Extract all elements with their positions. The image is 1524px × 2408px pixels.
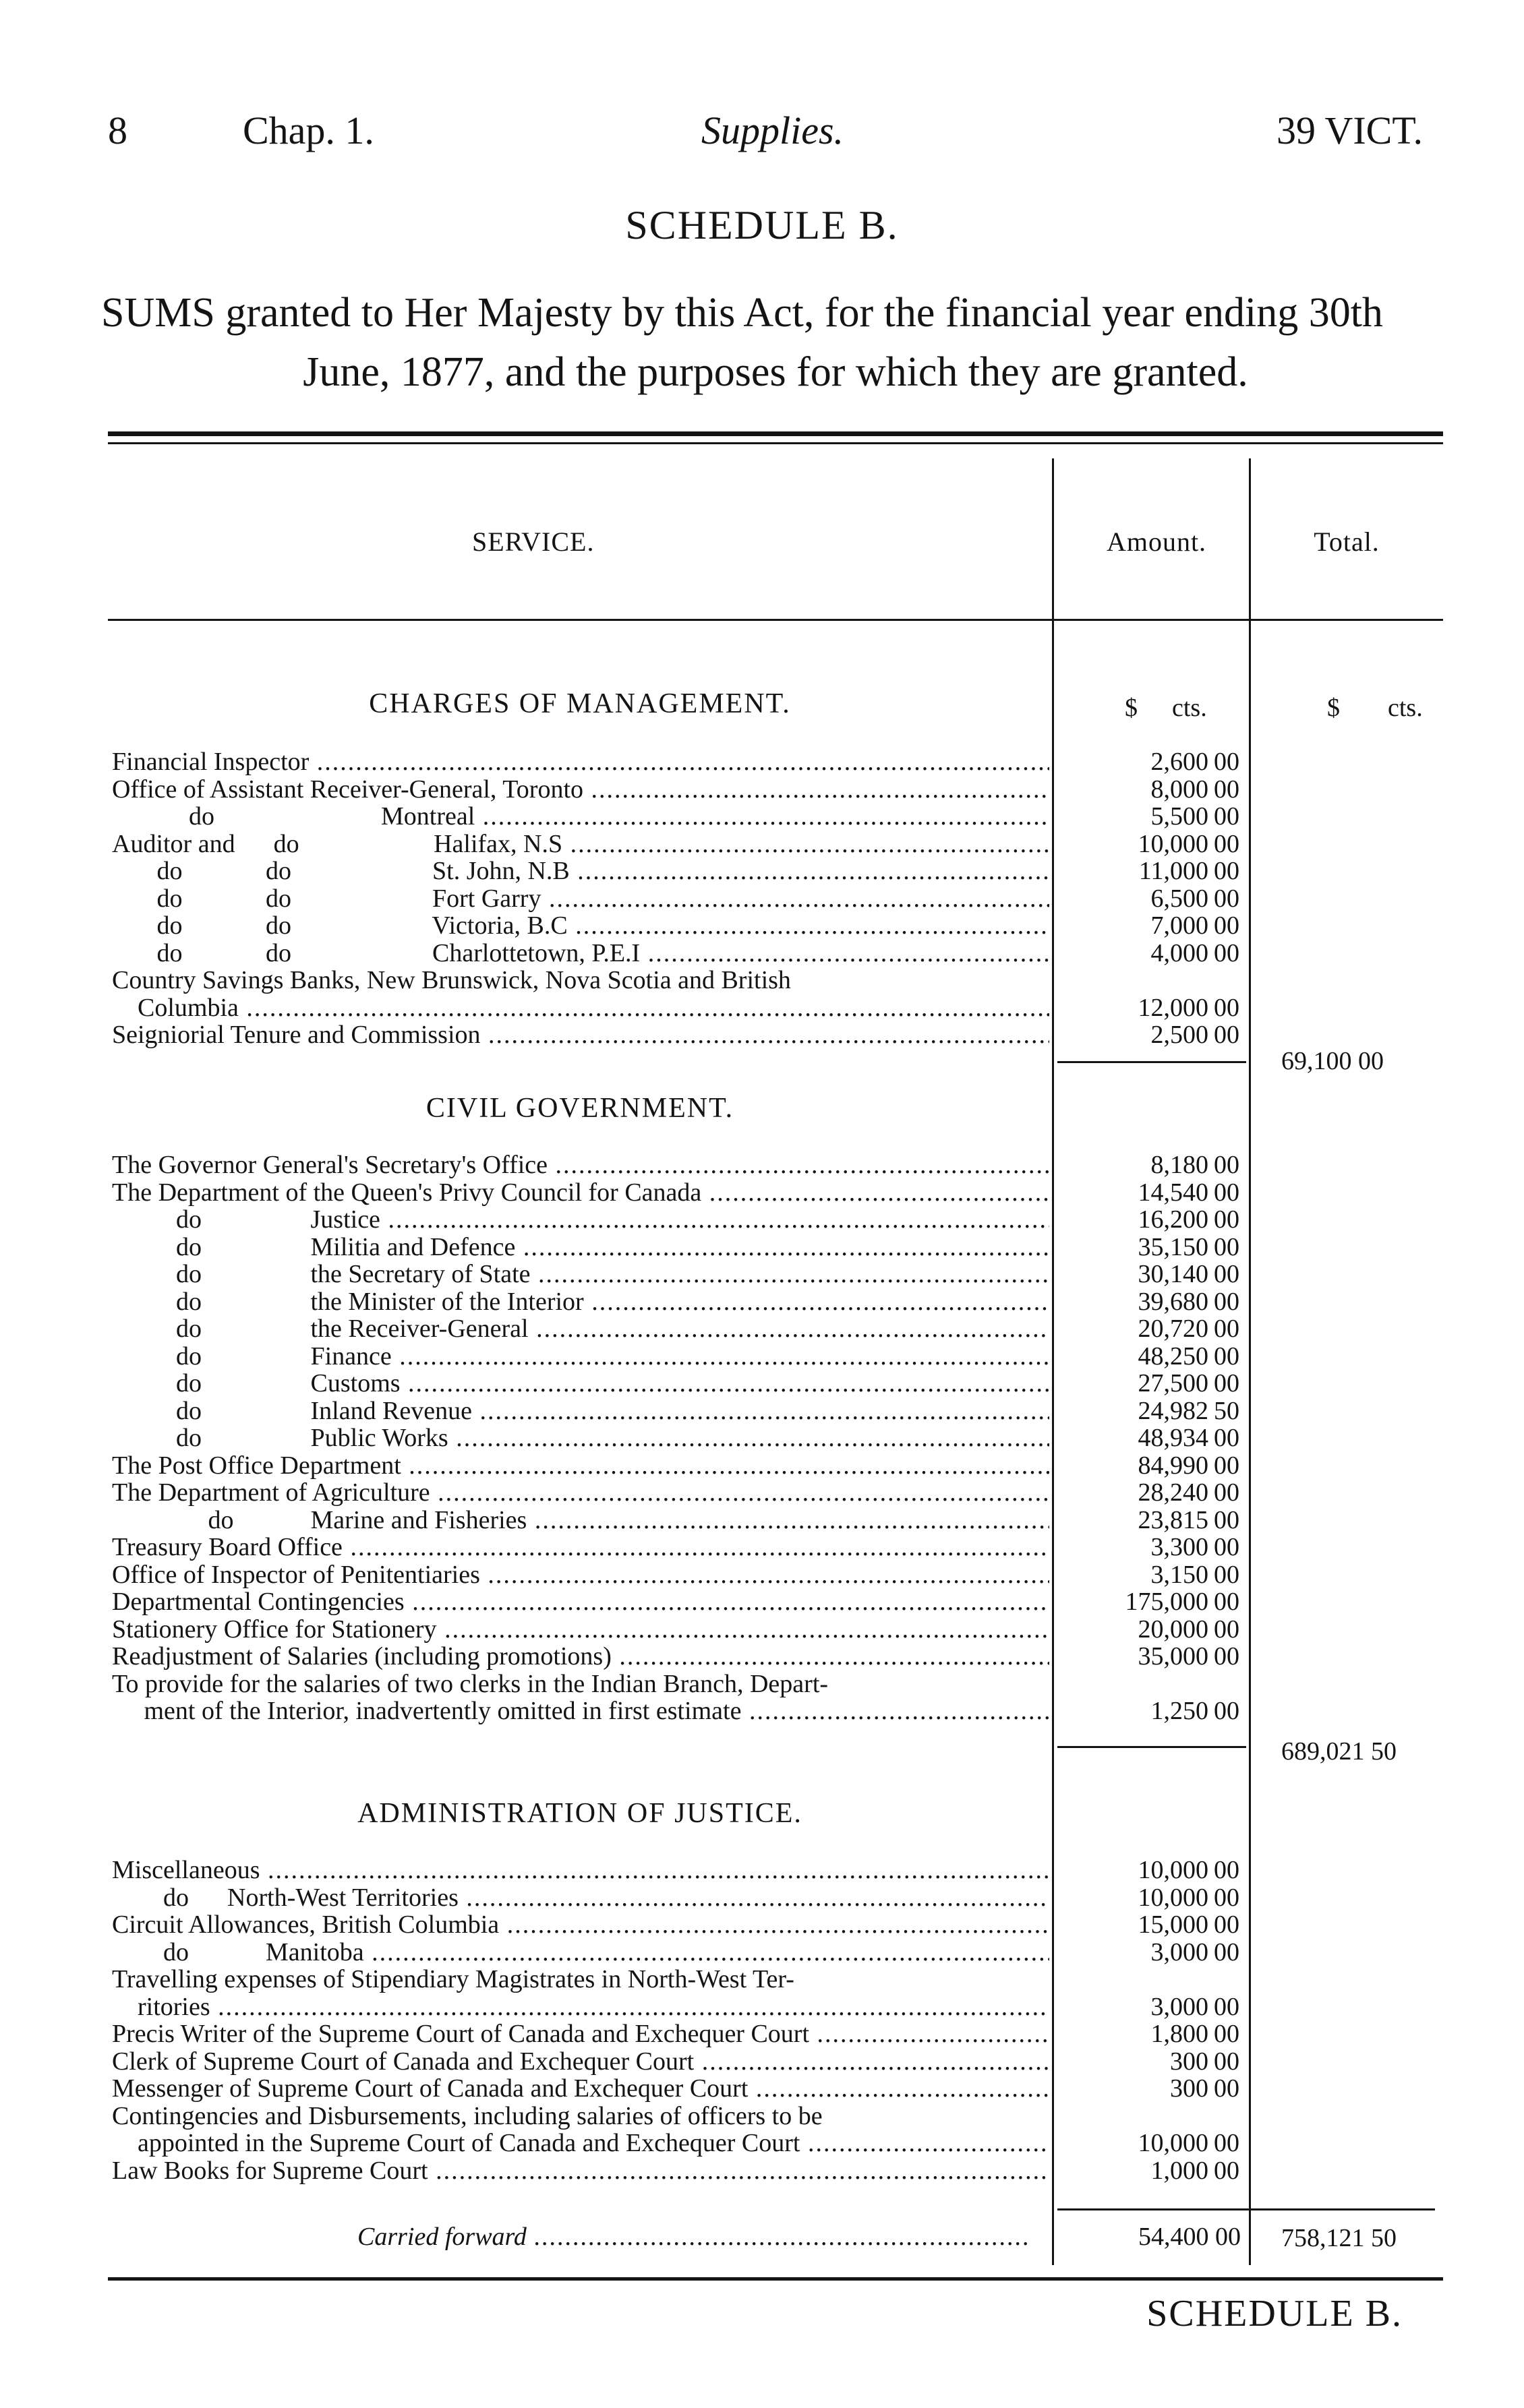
row-amount-cents: 00 bbox=[1214, 1021, 1239, 1049]
row-amount-cents: 00 bbox=[1214, 1232, 1239, 1261]
row-description: Office of Inspector of Penitentiaries ..... bbox=[112, 1561, 1049, 1588]
row-description: The Post Office Department ..... bbox=[112, 1452, 1049, 1479]
table-row bbox=[108, 1561, 1443, 1588]
row-description: do do Fort Garry ..... bbox=[112, 885, 1049, 912]
table-row bbox=[108, 2103, 1443, 2130]
row-description: Contingencies and Disbursements, including salaries of officers to be bbox=[112, 2102, 823, 2130]
row-description: Readjustment of Salaries (including promotions) ..... bbox=[112, 1643, 1049, 1670]
column-header-amount: Amount. bbox=[1106, 526, 1207, 557]
section-total-management: 69,100 00 bbox=[1281, 1047, 1384, 1075]
table-row bbox=[108, 994, 1443, 1021]
row-amount-dollars: 3,300 bbox=[1150, 1533, 1208, 1561]
row-amount-dollars: 175,000 bbox=[1125, 1588, 1208, 1616]
table-row bbox=[108, 1588, 1443, 1615]
row-description: Auditor and do Halifax, N.S ..... bbox=[112, 831, 1049, 857]
row-amount-cents: 00 bbox=[1214, 748, 1239, 776]
total-cents-label: cts. bbox=[1388, 694, 1423, 722]
carried-forward-rule bbox=[1057, 2208, 1435, 2210]
row-amount-cents: 00 bbox=[1214, 1287, 1239, 1316]
amount-dollar-sign: $ bbox=[1125, 694, 1138, 722]
row-description: Precis Writer of the Supreme Court of Canada and Exchequer Court ..... bbox=[112, 2020, 1049, 2047]
row-amount-cents: 00 bbox=[1214, 1451, 1239, 1480]
table-top-rule-thin bbox=[108, 442, 1443, 444]
row-amount-dollars: 2,600 bbox=[1150, 748, 1208, 776]
table-row bbox=[108, 1343, 1443, 1370]
row-amount-dollars: 20,000 bbox=[1138, 1615, 1208, 1644]
row-amount-cents: 00 bbox=[1214, 1588, 1239, 1616]
table-row bbox=[108, 1911, 1443, 1938]
row-description: do the Secretary of State ..... bbox=[112, 1261, 1049, 1288]
table-row bbox=[108, 748, 1443, 775]
row-amount-dollars: 10,000 bbox=[1138, 1856, 1208, 1884]
row-description: Office of Assistant Receiver-General, Toronto ..... bbox=[112, 776, 1049, 803]
row-amount-cents: 00 bbox=[1214, 1205, 1239, 1234]
carried-forward-row bbox=[108, 2223, 1443, 2250]
row-description: Travelling expenses of Stipendiary Magistrates in North-West Ter- bbox=[112, 1966, 794, 1993]
table-row bbox=[108, 1021, 1443, 1048]
row-amount-cents: 00 bbox=[1214, 1533, 1239, 1561]
row-description: Financial Inspector ..... bbox=[112, 748, 1049, 775]
table-row bbox=[108, 1939, 1443, 1966]
row-amount-cents: 00 bbox=[1214, 884, 1239, 913]
row-description: ritories ..... bbox=[112, 1993, 1049, 2020]
row-amount-cents: 00 bbox=[1214, 2156, 1239, 2185]
row-description: do Justice ..... bbox=[112, 1206, 1049, 1233]
table-row bbox=[108, 1288, 1443, 1315]
row-description: Law Books for Supreme Court ..... bbox=[112, 2157, 1049, 2184]
table-row bbox=[108, 1993, 1443, 2020]
row-amount-dollars: 16,200 bbox=[1138, 1205, 1208, 1234]
row-description: Circuit Allowances, British Columbia ..... bbox=[112, 1911, 1049, 1938]
page-foot-rule bbox=[108, 2277, 1443, 2281]
row-description: The Department of Agriculture ..... bbox=[112, 1479, 1049, 1506]
section-total-civil: 689,021 50 bbox=[1281, 1737, 1397, 1766]
row-amount-cents: 00 bbox=[1214, 802, 1239, 831]
carried-forward-total: 758,121 50 bbox=[1281, 2224, 1397, 2252]
row-amount-dollars: 48,934 bbox=[1138, 1424, 1208, 1452]
row-amount-dollars: 23,815 bbox=[1138, 1505, 1208, 1534]
amount-cents-label: cts. bbox=[1172, 694, 1207, 722]
row-amount-dollars: 3,150 bbox=[1150, 1560, 1208, 1589]
row-amount-dollars: 6,500 bbox=[1150, 884, 1208, 913]
table-row bbox=[108, 2157, 1443, 2184]
table-row bbox=[108, 1261, 1443, 1288]
row-description: do the Receiver-General ..... bbox=[112, 1315, 1049, 1342]
row-amount-cents: 00 bbox=[1214, 1369, 1239, 1397]
row-description: Seigniorial Tenure and Commission ..... bbox=[112, 1021, 1049, 1048]
table-row bbox=[108, 1424, 1443, 1451]
table-row bbox=[108, 776, 1443, 803]
table-row bbox=[108, 1315, 1443, 1342]
row-amount-cents: 00 bbox=[1214, 829, 1239, 858]
row-amount-dollars: 7,000 bbox=[1150, 911, 1208, 940]
row-description: appointed in the Supreme Court of Canada and Exchequer Court ..... bbox=[112, 2130, 1049, 2157]
table-row bbox=[108, 1397, 1443, 1424]
row-description: do Finance ..... bbox=[112, 1343, 1049, 1370]
row-description: Treasury Board Office ..... bbox=[112, 1534, 1049, 1561]
row-description: ment of the Interior, inadvertently omitted in first estimate ..... bbox=[112, 1697, 1049, 1724]
row-amount-dollars: 300 bbox=[1170, 2047, 1208, 2076]
row-amount-cents: 00 bbox=[1214, 2074, 1239, 2103]
row-description: do Militia and Defence ..... bbox=[112, 1234, 1049, 1261]
row-amount-cents: 00 bbox=[1214, 1478, 1239, 1507]
row-description: The Department of the Queen's Privy Council for Canada ..... bbox=[112, 1179, 1049, 1206]
row-amount-cents: 00 bbox=[1214, 1697, 1239, 1725]
row-amount-dollars: 10,000 bbox=[1138, 2129, 1208, 2157]
row-amount-cents: 00 bbox=[1214, 2047, 1239, 2076]
session-label: 39 VICT. bbox=[1277, 109, 1423, 152]
table-row bbox=[108, 885, 1443, 912]
table-row bbox=[108, 1857, 1443, 1884]
table-row bbox=[108, 857, 1443, 884]
table-row bbox=[108, 1370, 1443, 1397]
row-amount-dollars: 1,250 bbox=[1150, 1697, 1208, 1725]
table-row bbox=[108, 1151, 1443, 1178]
row-amount-dollars: 35,150 bbox=[1138, 1232, 1208, 1261]
schedule-intro bbox=[101, 283, 1450, 402]
table-row bbox=[108, 831, 1443, 857]
row-description: Messenger of Supreme Court of Canada and Exchequer Court ..... bbox=[112, 2075, 1049, 2102]
table-row bbox=[108, 803, 1443, 830]
total-dollar-sign: $ bbox=[1327, 694, 1340, 722]
row-amount-dollars: 3,000 bbox=[1150, 1937, 1208, 1966]
row-amount-cents: 00 bbox=[1214, 2129, 1239, 2157]
subtotal-rule-civil bbox=[1057, 1746, 1246, 1748]
table-row bbox=[108, 912, 1443, 939]
row-amount-cents: 00 bbox=[1214, 1151, 1239, 1179]
catchword: SCHEDULE B. bbox=[1146, 2293, 1403, 2335]
table-row bbox=[108, 1534, 1443, 1561]
row-amount-cents: 00 bbox=[1214, 1992, 1239, 2021]
row-description: do do St. John, N.B ..... bbox=[112, 857, 1049, 884]
row-description: do do Victoria, B.C ..... bbox=[112, 912, 1049, 939]
row-amount-dollars: 84,990 bbox=[1138, 1451, 1208, 1480]
row-amount-dollars: 15,000 bbox=[1138, 1910, 1208, 1939]
row-amount-dollars: 300 bbox=[1170, 2074, 1208, 2103]
table-row bbox=[108, 1479, 1443, 1506]
row-amount-dollars: 27,500 bbox=[1138, 1369, 1208, 1397]
row-description: Stationery Office for Stationery ..... bbox=[112, 1616, 1049, 1643]
row-description: The Governor General's Secretary's Office ..... bbox=[112, 1151, 1049, 1178]
row-description: do Inland Revenue ..... bbox=[112, 1397, 1049, 1424]
row-amount-dollars: 2,500 bbox=[1150, 1021, 1208, 1049]
carried-forward-label: Carried forward ..... bbox=[357, 2223, 1032, 2250]
row-description: Clerk of Supreme Court of Canada and Exchequer Court ..... bbox=[112, 2048, 1049, 2075]
row-amount-cents: 00 bbox=[1214, 1937, 1239, 1966]
row-amount-cents: 00 bbox=[1214, 1883, 1239, 1912]
row-amount-cents: 00 bbox=[1214, 1505, 1239, 1534]
table-row bbox=[108, 1697, 1443, 1724]
table-row bbox=[108, 1670, 1443, 1697]
table-top-rule bbox=[108, 431, 1443, 436]
row-amount-dollars: 1,800 bbox=[1150, 2020, 1208, 2048]
chapter-label: Chap. 1. bbox=[243, 109, 374, 152]
table-header-rule bbox=[108, 619, 1443, 621]
row-description: do Marine and Fisheries ..... bbox=[112, 1507, 1049, 1534]
row-amount-cents: 00 bbox=[1214, 911, 1239, 940]
row-amount-cents: 00 bbox=[1214, 1178, 1239, 1207]
row-amount-dollars: 12,000 bbox=[1138, 993, 1208, 1022]
table-row bbox=[108, 1507, 1443, 1534]
row-description: do Public Works ..... bbox=[112, 1424, 1049, 1451]
row-amount-dollars: 30,140 bbox=[1138, 1260, 1208, 1288]
row-description: do Montreal ..... bbox=[112, 803, 1049, 830]
column-header-total: Total. bbox=[1314, 526, 1380, 557]
table-row bbox=[108, 2048, 1443, 2075]
row-amount-dollars: 5,500 bbox=[1150, 802, 1208, 831]
intro-line-2: June, 1877, and the purposes for which they are granted. bbox=[303, 349, 1248, 395]
row-amount-dollars: 1,000 bbox=[1150, 2156, 1208, 2185]
row-amount-dollars: 35,000 bbox=[1138, 1642, 1208, 1670]
row-amount-cents: 00 bbox=[1214, 993, 1239, 1022]
table-row bbox=[108, 1452, 1443, 1479]
table-row bbox=[108, 1966, 1443, 1993]
section-title-administration-of-justice: ADMINISTRATION OF JUSTICE. bbox=[357, 1798, 802, 1829]
section-title-civil-government: CIVIL GOVERNMENT. bbox=[426, 1093, 734, 1124]
table-row bbox=[108, 1234, 1443, 1261]
row-amount-dollars: 24,982 bbox=[1138, 1396, 1208, 1425]
row-amount-cents: 00 bbox=[1214, 1424, 1239, 1452]
row-amount-cents: 00 bbox=[1214, 1642, 1239, 1670]
table-row bbox=[108, 1206, 1443, 1233]
page-number: 8 bbox=[108, 109, 127, 152]
row-description: do North-West Territories ..... bbox=[112, 1884, 1049, 1911]
row-amount-dollars: 8,000 bbox=[1150, 775, 1208, 804]
table-row bbox=[108, 1884, 1443, 1911]
row-description: Country Savings Banks, New Brunswick, Nova Scotia and British bbox=[112, 967, 791, 994]
table-row bbox=[108, 1179, 1443, 1206]
row-description: do Customs ..... bbox=[112, 1370, 1049, 1397]
running-title: Supplies. bbox=[701, 109, 844, 152]
row-amount-dollars: 10,000 bbox=[1138, 1883, 1208, 1912]
row-amount-cents: 50 bbox=[1214, 1396, 1239, 1425]
row-amount-dollars: 28,240 bbox=[1138, 1478, 1208, 1507]
row-amount-dollars: 10,000 bbox=[1138, 829, 1208, 858]
section-title-charges-of-management: CHARGES OF MANAGEMENT. bbox=[369, 688, 791, 719]
row-amount-cents: 00 bbox=[1214, 775, 1239, 804]
row-description: do Manitoba ..... bbox=[112, 1939, 1049, 1966]
row-amount-cents: 00 bbox=[1214, 1560, 1239, 1589]
row-description: do do Charlottetown, P.E.I ..... bbox=[112, 940, 1049, 967]
row-amount-cents: 00 bbox=[1214, 857, 1239, 885]
schedule-title: SCHEDULE B. bbox=[625, 203, 899, 247]
table-row bbox=[108, 2020, 1443, 2047]
carried-forward-amount: 54,400 00 bbox=[1138, 2223, 1241, 2251]
subtotal-rule-management bbox=[1057, 1061, 1246, 1063]
row-amount-cents: 00 bbox=[1214, 938, 1239, 967]
row-amount-cents: 00 bbox=[1214, 1315, 1239, 1343]
row-amount-dollars: 3,000 bbox=[1150, 1992, 1208, 2021]
intro-line-1: SUMS granted to Her Majesty by this Act, for the financial year ending 30th bbox=[101, 290, 1383, 336]
row-amount-dollars: 4,000 bbox=[1150, 938, 1208, 967]
table-row bbox=[108, 940, 1443, 967]
row-amount-cents: 00 bbox=[1214, 1260, 1239, 1288]
row-amount-dollars: 8,180 bbox=[1150, 1151, 1208, 1179]
table-row bbox=[108, 2075, 1443, 2102]
table-row bbox=[108, 967, 1443, 994]
row-description: Departmental Contingencies ..... bbox=[112, 1588, 1049, 1615]
row-amount-cents: 00 bbox=[1214, 1342, 1239, 1371]
row-description: do the Minister of the Interior ..... bbox=[112, 1288, 1049, 1315]
row-amount-dollars: 48,250 bbox=[1138, 1342, 1208, 1371]
row-amount-dollars: 39,680 bbox=[1138, 1287, 1208, 1316]
row-amount-cents: 00 bbox=[1214, 1910, 1239, 1939]
table-row bbox=[108, 2130, 1443, 2157]
row-description: Columbia ..... bbox=[112, 994, 1049, 1021]
column-header-service: SERVICE. bbox=[472, 526, 595, 557]
row-amount-cents: 00 bbox=[1214, 1615, 1239, 1644]
row-description: Miscellaneous ..... bbox=[112, 1857, 1049, 1884]
row-amount-dollars: 14,540 bbox=[1138, 1178, 1208, 1207]
row-amount-dollars: 11,000 bbox=[1138, 857, 1208, 885]
row-amount-dollars: 20,720 bbox=[1138, 1315, 1208, 1343]
row-amount-cents: 00 bbox=[1214, 1856, 1239, 1884]
table-row bbox=[108, 1616, 1443, 1643]
row-amount-cents: 00 bbox=[1214, 2020, 1239, 2048]
row-description: To provide for the salaries of two clerks in the Indian Branch, Depart- bbox=[112, 1670, 829, 1697]
table-row bbox=[108, 1643, 1443, 1670]
